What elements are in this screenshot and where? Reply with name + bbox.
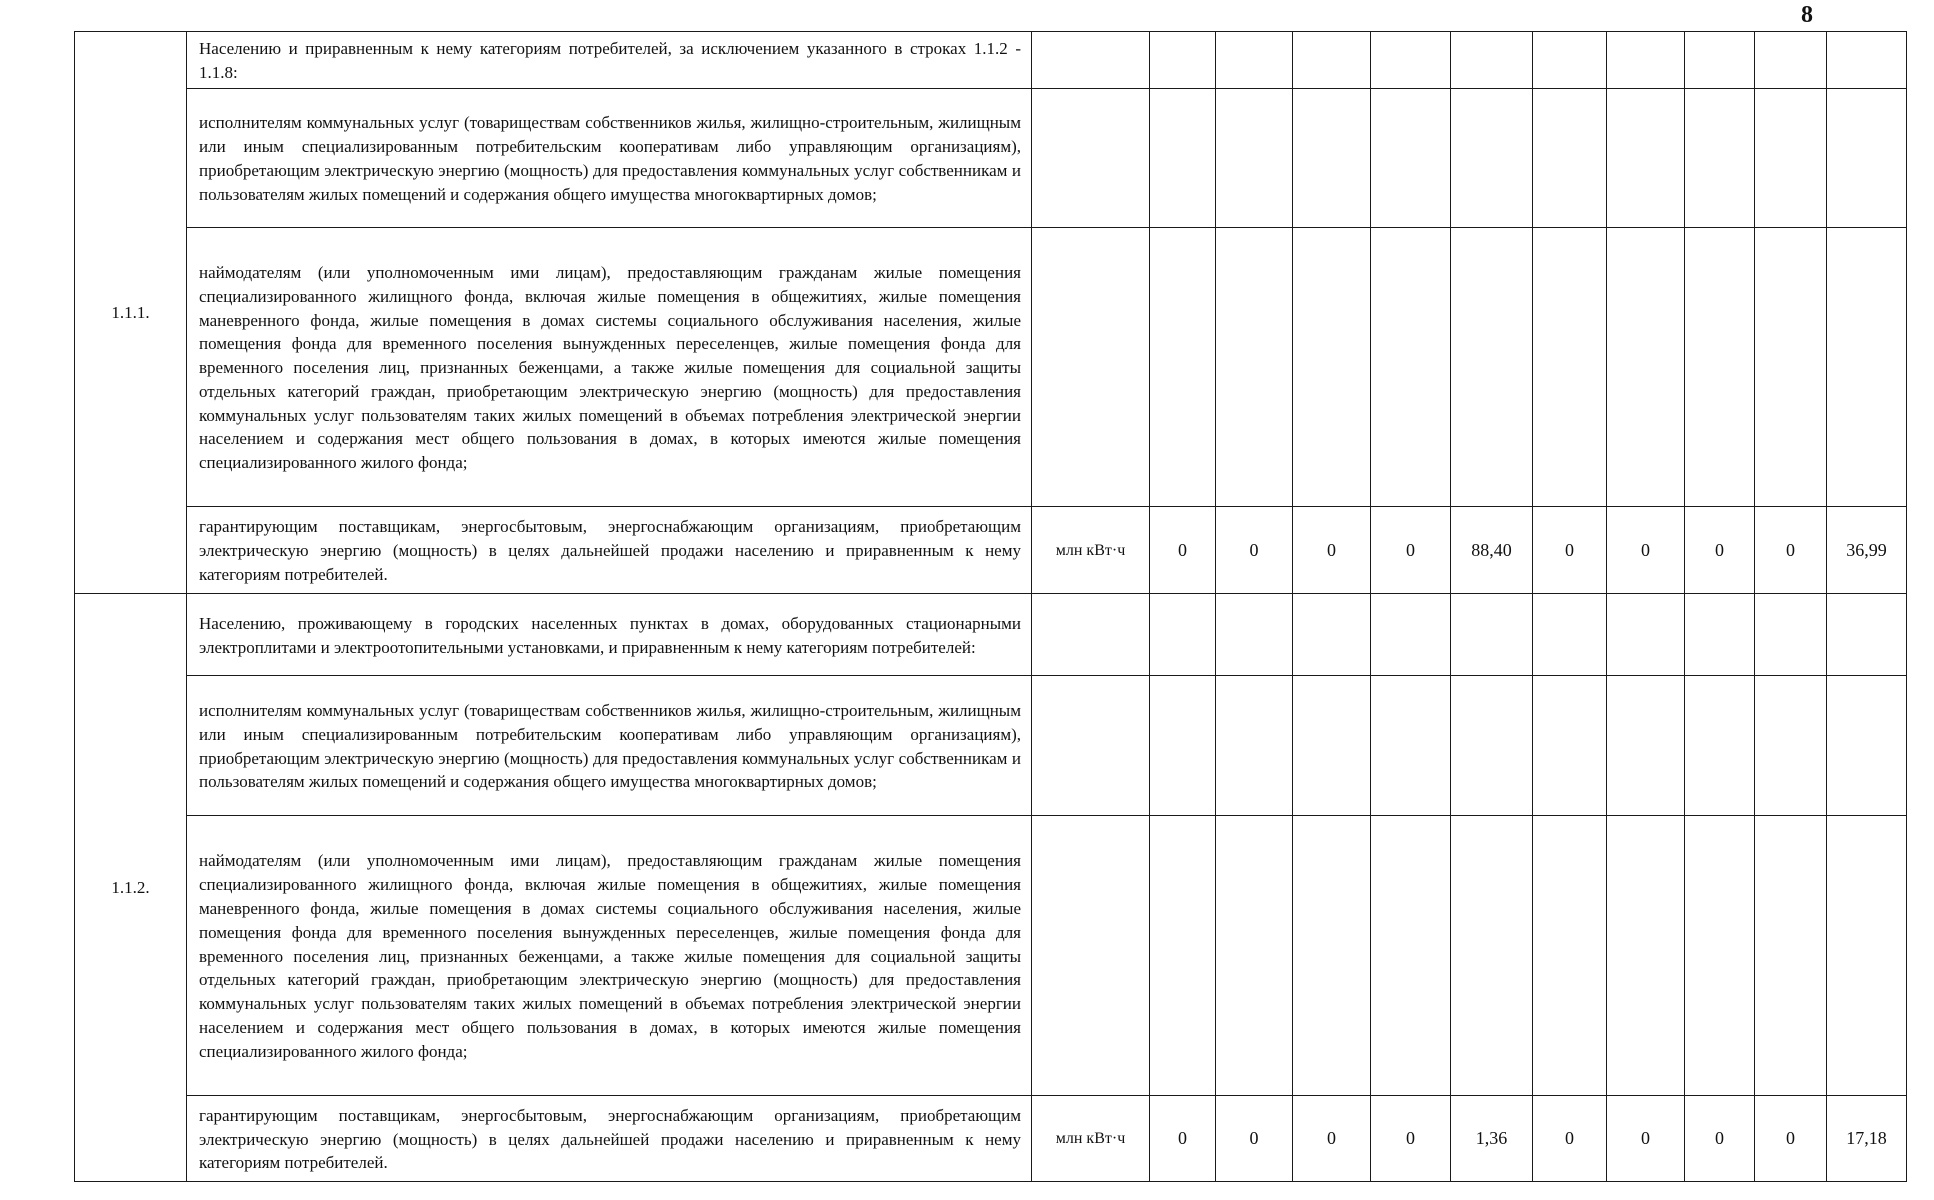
value-cell [1371, 594, 1451, 676]
value-cell [1371, 32, 1451, 89]
value-cell [1685, 676, 1755, 816]
value-cell [1827, 816, 1907, 1096]
table-row [75, 594, 1907, 676]
value-cell: 0 [1607, 507, 1685, 594]
value-cell: 0 [1685, 507, 1755, 594]
value-cell [1216, 228, 1293, 507]
value-cell: 0 [1533, 507, 1607, 594]
value-cell: 0 [1216, 507, 1293, 594]
value-cell [1533, 32, 1607, 89]
unit-cell [1032, 594, 1150, 676]
value-cell [1827, 32, 1907, 89]
value-cell [1150, 676, 1216, 816]
value-cell [1685, 816, 1755, 1096]
value-cell [1150, 32, 1216, 89]
value-cell [1533, 816, 1607, 1096]
value-cell [1451, 676, 1533, 816]
unit-cell [1032, 676, 1150, 816]
value-cell [1293, 816, 1371, 1096]
section-code: 1.1.1. [75, 32, 187, 594]
row-description: гарантирующим поставщикам, энергосбытовым, энергоснабжающим организациям, приобретающим электрическую энергию (мощность) в целях дальнейшей продажи населению и приравненным к нему категориям потребителей. [187, 1096, 1032, 1182]
value-cell [1216, 676, 1293, 816]
table-row [75, 32, 1907, 89]
tariff-volume-table [74, 31, 1907, 1182]
value-cell: 0 [1150, 507, 1216, 594]
table-row [75, 1096, 1907, 1182]
unit-cell [1032, 816, 1150, 1096]
value-cell [1755, 594, 1827, 676]
value-cell [1755, 89, 1827, 228]
value-cell [1607, 594, 1685, 676]
value-cell [1293, 594, 1371, 676]
value-cell [1533, 89, 1607, 228]
row-description: исполнителям коммунальных услуг (товариществам собственников жилья, жилищно-строительным, жилищным или иным специализированным потребительским кооперативам либо управляющим организациям), приобретающим электрическую энергию (мощность) для предоставления коммунальных услуг собственникам и пользователям жилых помещений и содержания общего имущества многоквартирных домов; [187, 676, 1032, 816]
value-cell: 1,36 [1451, 1096, 1533, 1182]
value-cell [1607, 89, 1685, 228]
value-cell [1371, 89, 1451, 228]
value-cell [1755, 676, 1827, 816]
value-cell: 0 [1755, 507, 1827, 594]
value-cell: 36,99 [1827, 507, 1907, 594]
value-cell: 17,18 [1827, 1096, 1907, 1182]
value-cell [1607, 676, 1685, 816]
row-description: гарантирующим поставщикам, энергосбытовым, энергоснабжающим организациям, приобретающим электрическую энергию (мощность) в целях дальнейшей продажи населению и приравненным к нему категориям потребителей. [187, 507, 1032, 594]
value-cell: 0 [1150, 1096, 1216, 1182]
section-code: 1.1.2. [75, 594, 187, 1182]
row-description: Населению и приравненным к нему категориям потребителей, за исключением указанного в строках 1.1.2 - 1.1.8: [187, 32, 1032, 89]
value-cell [1293, 228, 1371, 507]
value-cell [1150, 594, 1216, 676]
value-cell [1371, 676, 1451, 816]
value-cell [1685, 32, 1755, 89]
value-cell [1150, 228, 1216, 507]
value-cell [1371, 816, 1451, 1096]
unit-cell: млн кВт·ч [1032, 507, 1150, 594]
value-cell [1533, 594, 1607, 676]
value-cell: 0 [1607, 1096, 1685, 1182]
unit-cell [1032, 228, 1150, 507]
value-cell [1827, 228, 1907, 507]
value-cell [1685, 89, 1755, 228]
table-row [75, 89, 1907, 228]
row-description: исполнителям коммунальных услуг (товариществам собственников жилья, жилищно-строительным, жилищным или иным специализированным потребительским кооперативам либо управляющим организациям), приобретающим электрическую энергию (мощность) для предоставления коммунальных услуг собственникам и пользователям жилых помещений и содержания общего имущества многоквартирных домов; [187, 89, 1032, 228]
value-cell [1150, 816, 1216, 1096]
value-cell [1150, 89, 1216, 228]
value-cell [1607, 228, 1685, 507]
unit-cell [1032, 32, 1150, 89]
value-cell [1533, 228, 1607, 507]
value-cell [1216, 89, 1293, 228]
value-cell: 0 [1371, 1096, 1451, 1182]
value-cell [1685, 594, 1755, 676]
value-cell [1685, 228, 1755, 507]
value-cell [1451, 816, 1533, 1096]
value-cell: 0 [1533, 1096, 1607, 1182]
value-cell: 0 [1293, 507, 1371, 594]
page-number: 8 [1801, 2, 1813, 28]
value-cell [1755, 32, 1827, 89]
table-row [75, 228, 1907, 507]
value-cell: 88,40 [1451, 507, 1533, 594]
value-cell: 0 [1685, 1096, 1755, 1182]
value-cell: 0 [1293, 1096, 1371, 1182]
unit-cell: млн кВт·ч [1032, 1096, 1150, 1182]
table-row [75, 676, 1907, 816]
value-cell [1451, 32, 1533, 89]
value-cell: 0 [1755, 1096, 1827, 1182]
value-cell: 0 [1216, 1096, 1293, 1182]
value-cell [1451, 89, 1533, 228]
value-cell [1371, 228, 1451, 507]
value-cell [1533, 676, 1607, 816]
value-cell [1216, 594, 1293, 676]
value-cell [1755, 816, 1827, 1096]
row-description: наймодателям (или уполномоченным ими лицам), предоставляющим гражданам жилые помещения специализированного жилищного фонда, включая жилые помещения в общежитиях, жилые помещения маневренного фонда, жилые помещения в домах системы социального обслуживания населения, жилые помещения фонда для временного поселения вынужденных переселенцев, жилые помещения фонда для временного поселения лиц, признанных беженцами, а также жилые помещения для социальной защиты отдельных категорий граждан, приобретающим электрическую энергию (мощность) для предоставления коммунальных услуг пользователям таких жилых помещений в объемах потребления электрической энергии населением и содержания мест общего пользования в домах, в которых имеются жилые помещения специализированного жилого фонда; [187, 228, 1032, 507]
value-cell [1293, 32, 1371, 89]
value-cell [1755, 228, 1827, 507]
value-cell [1607, 32, 1685, 89]
row-description: наймодателям (или уполномоченным ими лицам), предоставляющим гражданам жилые помещения специализированного жилищного фонда, включая жилые помещения в общежитиях, жилые помещения маневренного фонда, жилые помещения в домах системы социального обслуживания населения, жилые помещения фонда для временного поселения вынужденных переселенцев, жилые помещения фонда для временного поселения лиц, признанных беженцами, а также жилые помещения для социальной защиты отдельных категорий граждан, приобретающим электрическую энергию (мощность) для предоставления коммунальных услуг пользователям таких жилых помещений в объемах потребления электрической энергии населением и содержания мест общего пользования в домах, в которых имеются жилые помещения специализированного жилого фонда; [187, 816, 1032, 1096]
table-row [75, 507, 1907, 594]
value-cell [1216, 816, 1293, 1096]
value-cell [1607, 816, 1685, 1096]
value-cell [1216, 32, 1293, 89]
value-cell [1827, 594, 1907, 676]
value-cell: 0 [1371, 507, 1451, 594]
unit-cell [1032, 89, 1150, 228]
table-row [75, 816, 1907, 1096]
value-cell [1293, 89, 1371, 228]
row-description: Населению, проживающему в городских населенных пунктах в домах, оборудованных стационарными электроплитами и электроотопительными установками, и приравненным к нему категориям потребителей: [187, 594, 1032, 676]
value-cell [1451, 228, 1533, 507]
value-cell [1293, 676, 1371, 816]
value-cell [1827, 89, 1907, 228]
value-cell [1451, 594, 1533, 676]
value-cell [1827, 676, 1907, 816]
